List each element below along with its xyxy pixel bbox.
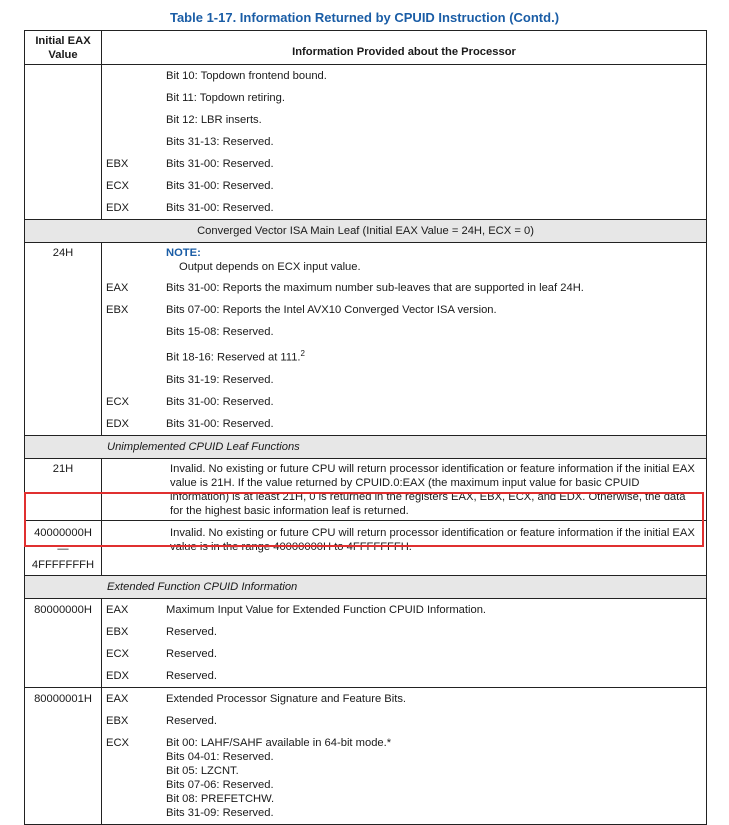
table-header-row (25, 31, 707, 65)
section-heading: Converged Vector ISA Main Leaf (Initial EAX Value = 24H, ECX = 0) (25, 220, 707, 243)
register-row (102, 343, 706, 369)
bit-description: Bit 00: LAHF/SAHF available in 64-bit mode.* (166, 736, 392, 749)
register-name: EDX (106, 202, 130, 214)
bit-description: Bit 08: PREFETCHW. (166, 792, 275, 805)
register-row (102, 197, 706, 219)
bit-description: Bits 07-06: Reserved. (166, 778, 274, 791)
register-description-text: Reserved. (166, 647, 217, 660)
register-description-text: Bit 11: Topdown retiring. (166, 92, 285, 104)
register-description (158, 391, 706, 413)
register-row (102, 321, 706, 343)
register-name (102, 321, 158, 343)
register-row (102, 732, 706, 824)
register-name: EDX (106, 417, 130, 430)
description-cell: Invalid. No existing or future CPU will return processor identification or feature information if the initial EAX value is 21H. If the value returned by CPUID.0:EAX (the maximum input value for basic CPUID information) is at least 21H, 0 is returned in the registers EAX, EBX, ECX, and EDX. Otherwise, the data for the highest basic information leaf is returned. (102, 458, 707, 520)
register-description-text: Bit 18-16: Reserved at 111. (166, 351, 301, 364)
register-name (102, 87, 158, 109)
register-row (102, 87, 706, 109)
register-description-text: Bits 07-00: Reports the Intel AVX10 Converged Vector ISA version. (166, 304, 497, 316)
register-description (158, 369, 706, 391)
register-description-text: Bits 15-08: Reserved. (166, 326, 274, 338)
register-description (158, 688, 706, 710)
register-description (158, 343, 706, 369)
table-caption: Table 1-17. Information Returned by CPUID Instruction (Contd.) (169, 10, 560, 25)
table-row (25, 598, 707, 687)
register-description (158, 131, 706, 153)
register-row (102, 688, 706, 710)
register-name: EBX (106, 304, 129, 316)
register-name: ECX (106, 736, 130, 749)
register-description-text: Bit 12: LBR inserts. (166, 114, 262, 126)
note-row (102, 243, 706, 277)
register-row (102, 153, 706, 175)
register-list (102, 688, 706, 824)
register-description (158, 65, 706, 87)
register-description (158, 109, 706, 131)
register-description (158, 153, 706, 175)
eax-value-cell: 80000001H (25, 687, 102, 824)
bit-description: Bits 31-09: Reserved. (166, 806, 274, 819)
register-name: EAX (106, 282, 129, 294)
register-description-text: Extended Processor Signature and Feature Bits. (166, 692, 407, 705)
register-list (102, 599, 706, 687)
register-row (102, 65, 706, 87)
footnote-marker: 2 (300, 349, 305, 358)
register-row (102, 710, 706, 732)
register-name: ECX (106, 395, 130, 408)
register-description-text: Bit 10: Topdown frontend bound. (166, 70, 327, 82)
register-description-text: Bits 31-00: Reports the maximum number sub-leaves that are supported in leaf 24H. (166, 282, 584, 294)
register-description-text: Bits 31-00: Reserved. (166, 417, 274, 430)
register-description (158, 599, 706, 621)
register-name (102, 109, 158, 131)
register-description (158, 277, 706, 299)
register-description (158, 299, 706, 321)
eax-value-cell: 80000000H (25, 598, 102, 687)
register-description-text: Bits 31-19: Reserved. (166, 373, 274, 386)
register-list (102, 243, 706, 435)
description-cell: Invalid. No existing or future CPU will return processor identification or feature information if the initial EAX value is in the range 40000000H to 4FFFFFFFH. (102, 520, 707, 575)
register-name (102, 65, 158, 87)
header-initial-eax: Initial EAX Value (25, 31, 102, 65)
register-name: EBX (106, 625, 129, 638)
register-name: EBX (106, 158, 129, 170)
eax-value-cell: 24H (25, 243, 102, 436)
register-name: EBX (106, 714, 129, 727)
register-description (158, 665, 706, 687)
register-description (158, 175, 706, 197)
bit-description: Bits 04-01: Reserved. (166, 750, 274, 763)
note-text: Output depends on ECX input value. (179, 261, 361, 273)
table-row (25, 65, 707, 220)
register-list (102, 65, 706, 219)
register-row (102, 621, 706, 643)
register-name (102, 131, 158, 153)
note-label: NOTE: (166, 247, 201, 259)
register-name (102, 369, 158, 391)
table-row (25, 687, 707, 824)
register-description (158, 197, 706, 219)
register-description-text: Bits 31-13: Reserved. (166, 136, 274, 148)
register-description-text: Maximum Input Value for Extended Function CPUID Information. (166, 603, 487, 616)
eax-value-cell: 21H (25, 458, 102, 520)
register-name (102, 343, 158, 369)
register-description-text: Bits 31-00: Reserved. (166, 202, 274, 214)
register-description (158, 643, 706, 665)
register-row (102, 299, 706, 321)
register-row (102, 175, 706, 197)
register-description (158, 321, 706, 343)
register-row (102, 665, 706, 687)
range-start: 40000000H (34, 526, 92, 539)
register-description (158, 413, 706, 435)
cpuid-table (24, 30, 707, 825)
register-description (158, 621, 706, 643)
register-row (102, 391, 706, 413)
register-description-text: Reserved. (166, 714, 217, 727)
register-row (102, 131, 706, 153)
bit-description: Bit 05: LZCNT. (166, 764, 239, 777)
register-description (158, 710, 706, 732)
register-description-text: Bits 31-00: Reserved. (166, 180, 274, 192)
register-name: EDX (106, 669, 130, 682)
section-heading: Unimplemented CPUID Leaf Functions (25, 435, 707, 458)
register-row (102, 413, 706, 435)
table-row (25, 243, 707, 436)
register-name: ECX (106, 647, 130, 660)
register-description-text: Bits 31-00: Reserved. (166, 395, 274, 408)
highlight-box (24, 492, 704, 547)
register-row (102, 643, 706, 665)
eax-value-cell (25, 65, 102, 220)
register-description (158, 87, 706, 109)
register-row (102, 369, 706, 391)
header-information: Information Provided about the Processor (102, 31, 707, 65)
range-dash: — (57, 542, 69, 555)
register-description-text: Reserved. (166, 669, 217, 682)
section-heading: Extended Function CPUID Information (25, 575, 707, 598)
register-name: EAX (106, 603, 129, 616)
register-name: ECX (106, 180, 130, 192)
range-end: 4FFFFFFFH (31, 558, 95, 571)
register-description (158, 732, 706, 824)
register-row (102, 277, 706, 299)
register-name: EAX (106, 692, 129, 705)
register-description-text: Reserved. (166, 625, 217, 638)
register-row (102, 109, 706, 131)
register-description-text: Bits 31-00: Reserved. (166, 158, 274, 170)
register-row (102, 599, 706, 621)
